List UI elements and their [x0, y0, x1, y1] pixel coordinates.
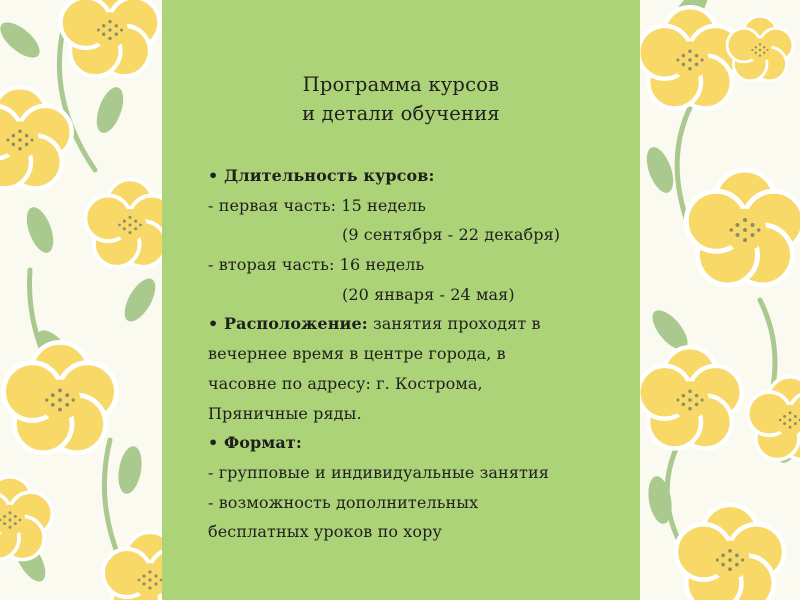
format-line-1: - групповые и индивидуальные занятия [208, 462, 549, 482]
location-line-4: Пряничные ряды. [208, 403, 362, 423]
format-line-3: бесплатных уроков по хору [208, 522, 442, 542]
duration-part-2: - вторая часть: 16 недель [208, 255, 425, 275]
duration-part-1-dates: (9 сентября - 22 декабря) [342, 225, 561, 245]
format-line-2: - возможность дополнительных [208, 492, 479, 512]
course-details [208, 161, 628, 547]
duration-part-1: - первая часть: 15 недель [208, 195, 426, 215]
location-line-1 [208, 309, 628, 339]
duration-heading: • Длительность курсов: [208, 166, 435, 185]
location-text-1: занятия проходят в [367, 314, 541, 334]
title-line-1: Программа курсов [302, 73, 500, 96]
location-line-2: вечернее время в центре города, в [208, 344, 506, 364]
location-heading: • Расположение: [208, 314, 368, 334]
page-title [162, 70, 640, 128]
location-line-3: часовне по адресу: г. Кострома, [208, 373, 483, 393]
duration-part-2-dates: (20 января - 24 мая) [342, 284, 515, 304]
format-heading: • Формат: [208, 433, 302, 453]
info-panel [162, 0, 640, 600]
title-line-2: и детали обучения [302, 102, 500, 125]
